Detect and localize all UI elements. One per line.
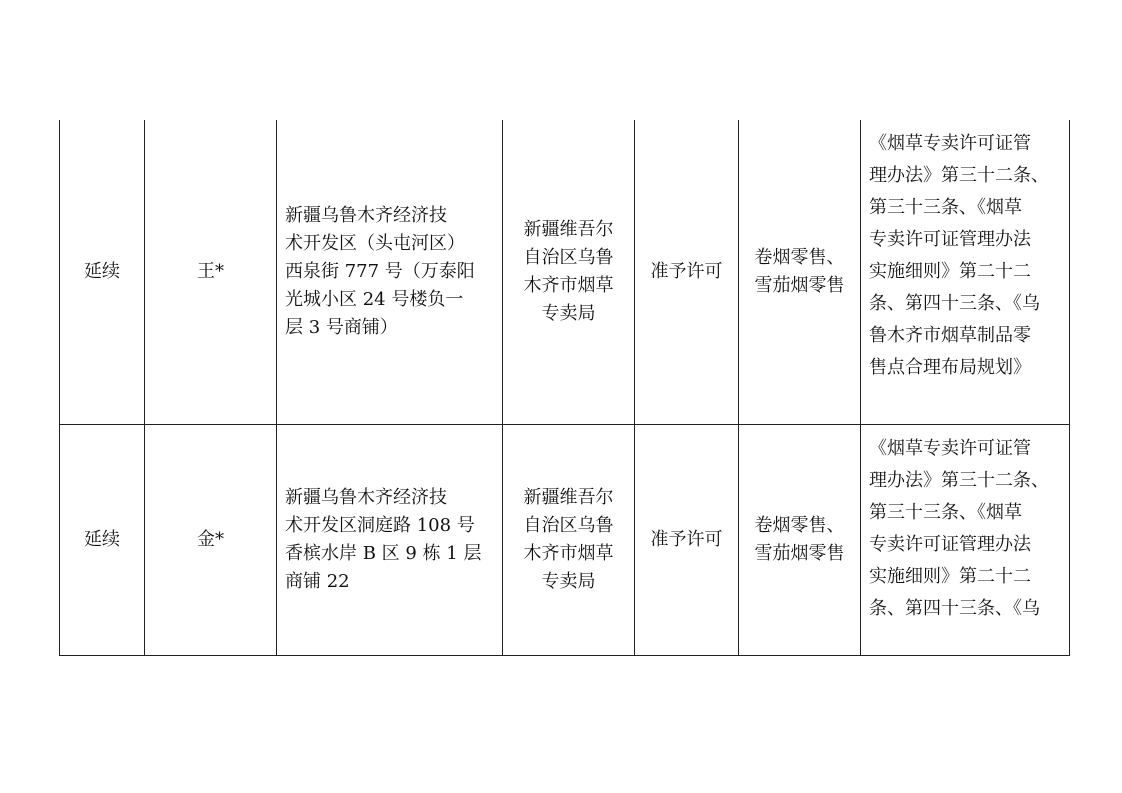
- business-address-cell: 新疆乌鲁木齐经济技 术开发区洞庭路 108 号 香槟水岸 B 区 9 栋 1 层 商铺 22: [277, 425, 503, 656]
- decision-cell: 准予许可: [635, 425, 739, 656]
- decision-cell: 准予许可: [635, 120, 739, 425]
- legal-basis-cell: 《烟草专卖许可证管 理办法》第三十二条、 第三十三条、《烟草 专卖许可证管理办法 实施细则》第二十二 条、第四十三条、《乌: [861, 425, 1070, 656]
- license-type-cell: 延续: [60, 120, 145, 425]
- table-row: [60, 120, 1070, 425]
- business-scope-cell: 卷烟零售、 雪茄烟零售: [739, 120, 861, 425]
- business-scope-cell: 卷烟零售、 雪茄烟零售: [739, 425, 861, 656]
- license-table: [59, 120, 1070, 656]
- license-type-cell: 延续: [60, 425, 145, 656]
- issuing-authority-cell: 新疆维吾尔 自治区乌鲁 木齐市烟草 专卖局: [503, 120, 635, 425]
- issuing-authority-cell: 新疆维吾尔 自治区乌鲁 木齐市烟草 专卖局: [503, 425, 635, 656]
- applicant-name-cell: 金*: [145, 425, 277, 656]
- legal-basis-cell: 《烟草专卖许可证管 理办法》第三十二条、 第三十三条、《烟草 专卖许可证管理办法 实施细则》第二十二 条、第四十三条、《乌 鲁木齐市烟草制品零 售点合理布局规划》: [861, 120, 1070, 425]
- table-row: [60, 425, 1070, 656]
- business-address-cell: 新疆乌鲁木齐经济技 术开发区（头屯河区） 西泉街 777 号（万泰阳 光城小区 24 号楼负一 层 3 号商铺）: [277, 120, 503, 425]
- applicant-name-cell: 王*: [145, 120, 277, 425]
